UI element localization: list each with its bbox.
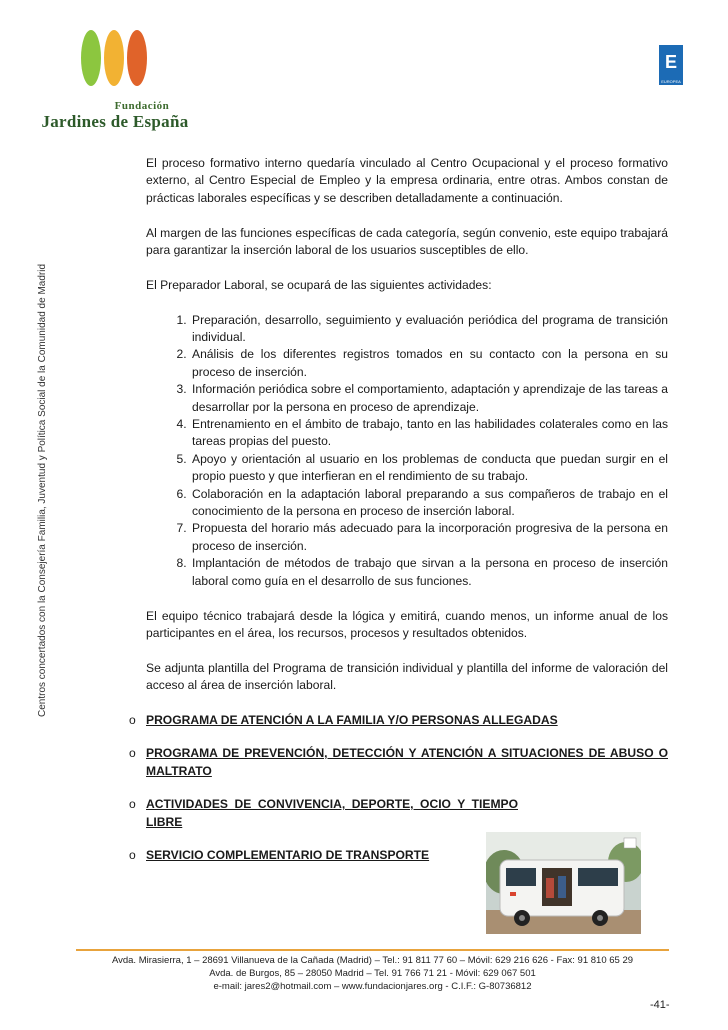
- bullet-mark: o: [129, 712, 136, 727]
- badge-letter: E: [659, 45, 683, 79]
- program-title: ACTIVIDADES DE CONVIVENCIA, DEPORTE, OCIO Y TIEMPO LIBRE: [146, 797, 518, 829]
- logo-name: Jardines de España: [41, 112, 189, 131]
- paragraph-attachment: Se adjunta plantilla del Programa de transición individual y plantilla del informe de valoración del acceso al área de inserción laboral.: [146, 660, 668, 693]
- paragraph-preparer: El Preparador Laboral, se ocupará de las siguientes actividades:: [146, 277, 492, 292]
- program-item: [129, 796, 668, 831]
- activity-item: 6. Colaboración en la adaptación laboral preparando a sus compañeros de trabajo en el conocimiento de la persona en proceso de inserción laboral.: [190, 486, 668, 521]
- bullet-mark: o: [129, 746, 136, 761]
- paragraph-team: Al margen de las funciones específicas de cada categoría, según convenio, este equipo trabajará para garantizar la inserción laboral de los usuarios susceptibles de ello.: [146, 225, 668, 258]
- footer-divider: [76, 949, 669, 951]
- program-title: PROGRAMA DE ATENCIÓN A LA FAMILIA Y/O PERSONAS ALLEGADAS: [146, 712, 558, 727]
- activity-item: 2. Análisis de los diferentes registros tomados en su contacto con la persona en su proceso de inserción.: [190, 346, 668, 381]
- logo-foundation-word: Fundación: [114, 100, 170, 112]
- footer-address: [76, 954, 669, 993]
- program-item: [129, 712, 668, 729]
- activities-list: [146, 312, 668, 591]
- side-note: Centros concertados con la Consejería Familia, Juventud y Política Social de la Comunidad de Madrid: [37, 263, 48, 717]
- main-content: [129, 155, 668, 880]
- activity-item: 4. Entrenamiento en el ámbito de trabajo, tanto en las habilidades colaterales como en las tareas propias del puesto.: [190, 416, 668, 451]
- activity-item: 3. Información periódica sobre el comportamiento, adaptación y aprendizaje de las tareas a desarrollar por la persona en proceso de aprendizaje.: [190, 381, 668, 416]
- footer-line-2: Avda. de Burgos, 85 – 28050 Madrid – Tel. 91 766 71 21 - Móvil: 629 067 501: [209, 968, 536, 979]
- program-title: PROGRAMA DE PREVENCIÓN, DETECCIÓN Y ATENCIÓN A SITUACIONES DE ABUSO O MALTRATO: [146, 746, 668, 778]
- program-title: SERVICIO COMPLEMENTARIO DE TRANSPORTE: [146, 847, 430, 862]
- activity-item: 1. Preparación, desarrollo, seguimiento y evaluación periódica del programa de transición individual.: [190, 312, 668, 347]
- bullet-mark: o: [129, 847, 136, 862]
- foundation-logo: [40, 30, 190, 140]
- program-item: [129, 745, 668, 780]
- footer-line-3: e-mail: jares2@hotmail.com – www.fundacionjares.org - C.I.F.: G-80736812: [213, 981, 532, 992]
- quality-badge: [659, 45, 683, 85]
- activity-item: 8. Implantación de métodos de trabajo que sirvan a la persona en proceso de inserción laboral como guía en el desarrollo de sus funciones.: [190, 555, 668, 590]
- activity-item: 5. Apoyo y orientación al usuario en los problemas de conducta que puedan surgir en el propio puesto y que interfieran en el rendimiento de su trabajo.: [190, 451, 668, 486]
- bullet-mark: o: [129, 797, 136, 812]
- paragraph-intro: El proceso formativo interno quedaría vinculado al Centro Ocupacional y el proceso formativo externo, al Centro Especial de Empleo y la empresa ordinaria, entre otras. Ambos constan de prácticas laborales específicas y se describen detalladamente a continuación.: [146, 156, 668, 205]
- transport-bus-photo: [486, 832, 641, 934]
- trees-logo-icon: [78, 30, 152, 94]
- badge-label: EUROPEA: [659, 79, 683, 85]
- activity-item: 7. Propuesta del horario más adecuado para la incorporación progresiva de la persona en proceso de inserción.: [190, 520, 668, 555]
- paragraph-report: El equipo técnico trabajará desde la lógica y emitirá, cuando menos, un informe anual de los participantes en el área, los recursos, procesos y resultados obtenidos.: [146, 608, 668, 640]
- footer-line-1: Avda. Mirasierra, 1 – 28691 Villanueva de la Cañada (Madrid) – Tel.: 91 811 77 60 – Móvil: 629 216 626 - Fax: 91 810 65 29: [111, 955, 634, 966]
- page-number: -41-: [650, 999, 670, 1011]
